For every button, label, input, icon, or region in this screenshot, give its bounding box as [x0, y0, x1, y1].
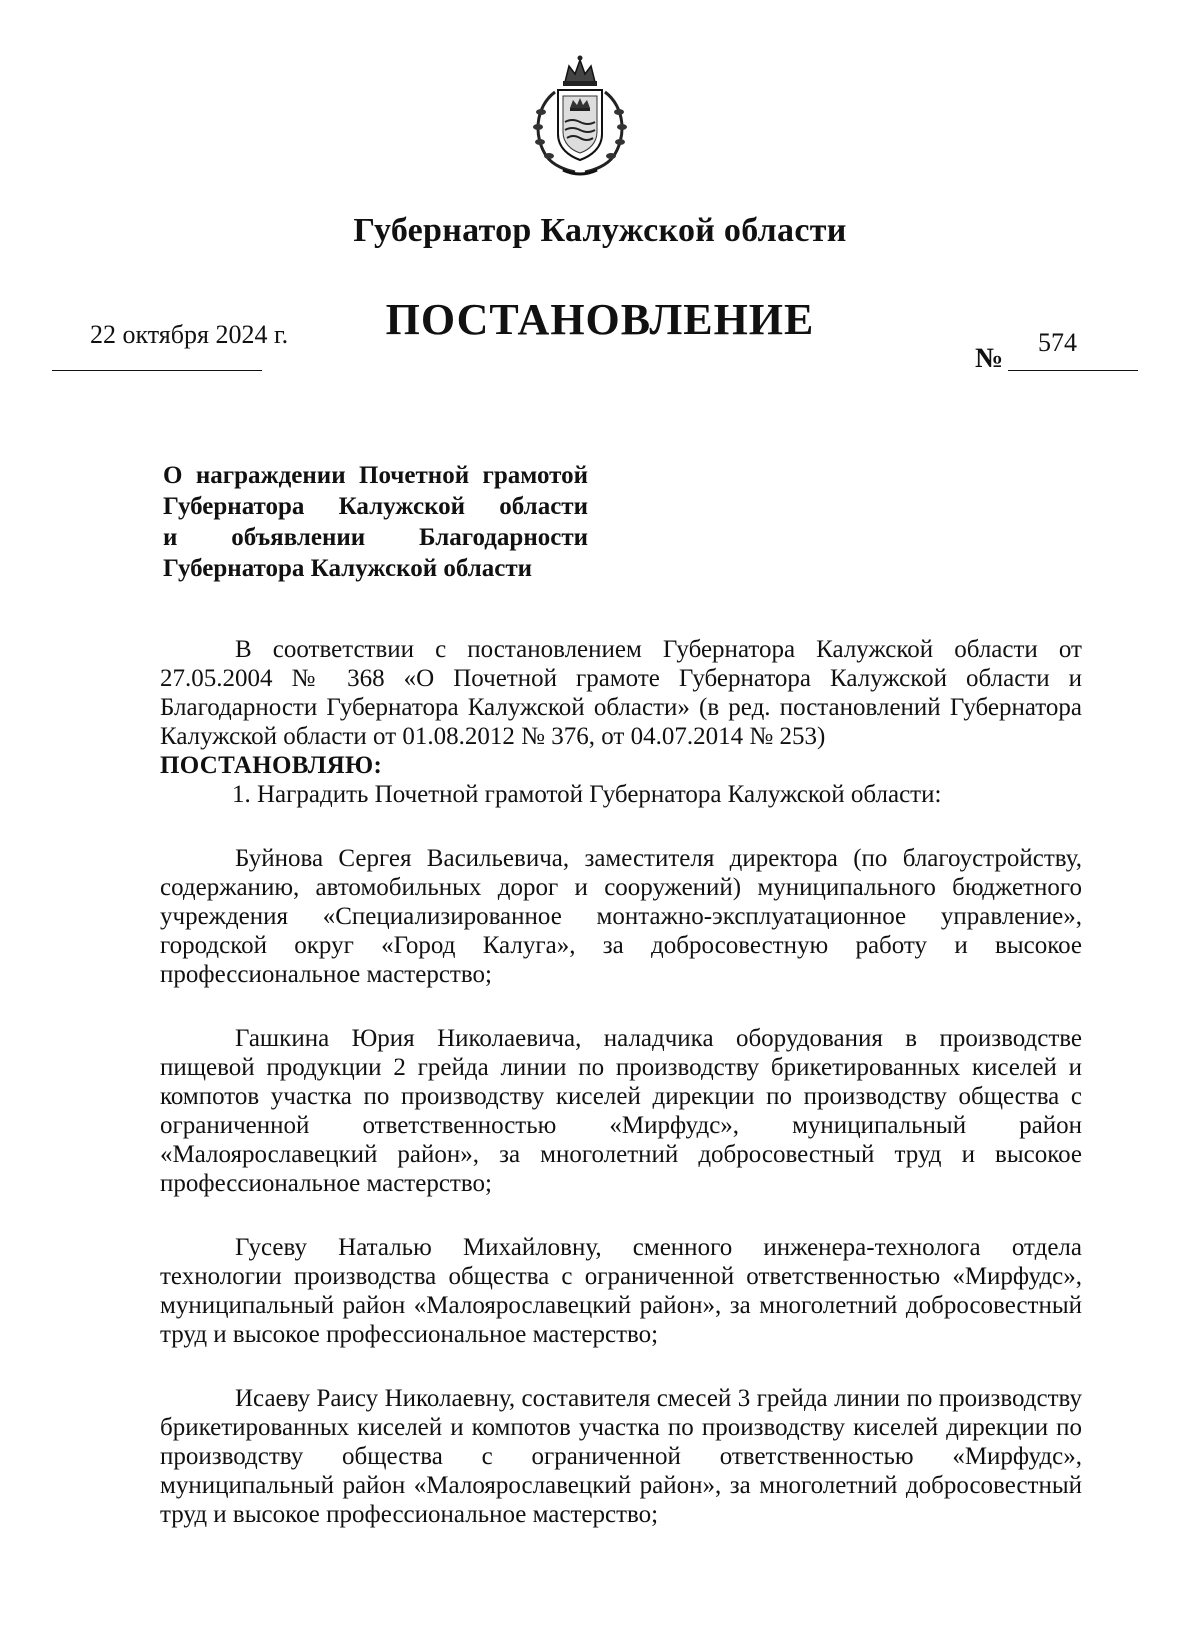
document-subject: [163, 460, 588, 584]
awardee-paragraph: Буйнова Сергея Васильевича, заместителя директора (по благоустройству, содержанию, автомобильных дорог и сооружений) муниципального бюджетного учреждения «Специализированное монтажно-эксплуатационное управление», городской округ «Город Калуга», за добросовестную работу и высокое профессиональное мастерство;: [160, 845, 1082, 988]
item-1: 1. Наградить Почетной грамотой Губернатора Калужской области:: [232, 781, 942, 808]
document-type: ПОСТАНОВЛЕНИЕ: [385, 295, 815, 344]
date-underline: [52, 370, 262, 371]
number-underline: [1008, 370, 1138, 371]
issuer-title: Губернатор Калужской области: [353, 212, 847, 249]
awardee-paragraph: Гусеву Наталью Михайловну, сменного инженера-технолога отдела технологии производства общества с ограниченной ответственностью «Мирфудс», муниципальный район «Малоярославецкий район», за многолетний добросовестный труд и высокое профессиональное мастерство;: [160, 1234, 1082, 1348]
awardee-paragraph: Гашкина Юрия Николаевича, наладчика оборудования в производстве пищевой продукции 2 грейда линии по производству брикетированных киселей и компотов участка по производству киселей дирекции по производству общества с ограниченной ответственностью «Мирфудс», муниципальный район «Малоярославецкий район», за многолетний добросовестный труд и высокое профессиональное мастерство;: [160, 1025, 1082, 1197]
document-body: [160, 635, 1082, 1564]
subject-line: и объявлении Благодарности: [163, 524, 588, 551]
document-date: 22 октября 2024 г.: [90, 320, 289, 349]
decree-heading: ПОСТАНОВЛЯЮ:: [160, 752, 383, 779]
subject-line: Губернатора Калужской области: [163, 555, 533, 582]
number-label: №: [975, 343, 1004, 374]
subject-line: Губернатора Калужской области: [163, 493, 588, 520]
subject-line: О награждении Почетной грамотой: [163, 462, 588, 489]
document-number: 574: [1038, 328, 1077, 357]
preamble-paragraph: В соответствии с постановлением Губернатора Калужской области от 27.05.2004 № 368 «О Почетной грамоте Губернатора Калужской области и Благодарности Губернатора Калужской области» (в ред. постановлений Губернатора Калужской области от 01.08.2012 № 376, от 04.07.2014 № 253): [160, 636, 1082, 750]
awardee-paragraph: Исаеву Раису Николаевну, составителя смесей 3 грейда линии по производству брикетированных киселей и компотов участка по производству киселей дирекции по производству общества с ограниченной ответственностью «Мирфудс», муниципальный район «Малоярославецкий район», за многолетний добросовестный труд и высокое профессиональное мастерство;: [160, 1385, 1082, 1528]
coat-of-arms-icon: [525, 52, 635, 182]
